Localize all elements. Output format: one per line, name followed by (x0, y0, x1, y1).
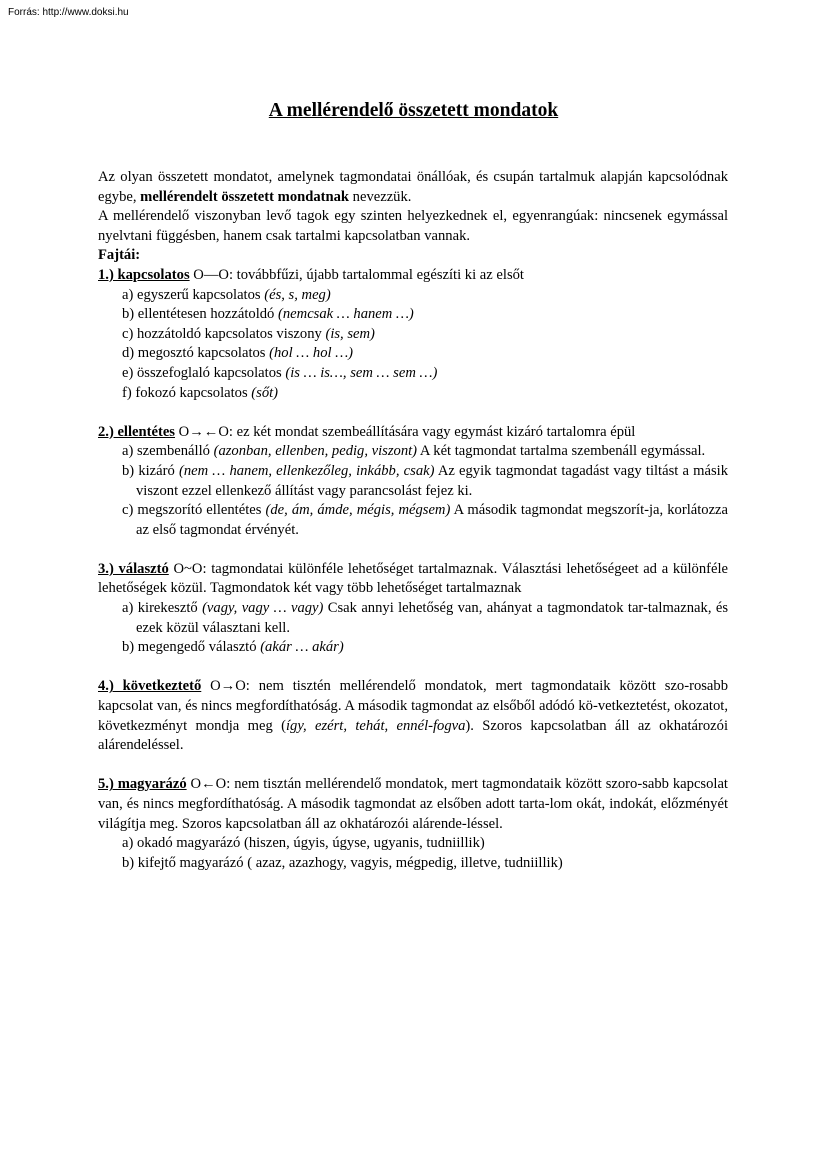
list-item: a) okadó magyarázó (hiszen, úgyis, úgyse, ugyanis, tudniillik) (122, 835, 485, 852)
section-2-heading: 2.) ellentétes O→←O: ez két mondat szembeállítására vagy egymást kizáró tartalomra épül (98, 423, 636, 440)
list-item: d) megosztó kapcsolatos (hol … hol …) (122, 345, 354, 362)
list-item: f) fokozó kapcsolatos (sőt) (122, 384, 279, 401)
page-title: A mellérendelő összetett mondatok (268, 100, 559, 121)
list-item: a) szembenálló (azonban, ellenben, pedig, viszont) A két tagmondat tartalma szembenáll egymással. (122, 443, 706, 460)
section-4-paragraph: 4.) következtető O→O: nem tisztén mellérendelő mondatok, mert tagmondataik között szo-rosabb kapcsolat van, és nincs megfordíthatóság. A második tagmondat az elsőből adódó kö-vetkeztetést, okozatot, következményt mondja meg (így, ezért, tehát, ennél-fogva). Szoros kapcsolatban áll az okhatározói alárendeléssel. (98, 678, 729, 754)
intro-paragraph-1: Az olyan összetett mondatot, amelynek tagmondatai önállóak, és csupán tartalmuk alapján kapcsolódnak egybe, mellérendelt összetett mondatnak nevezzük. (98, 169, 728, 205)
document-body (98, 168, 728, 873)
section-4-title: 4.) következtető (98, 678, 202, 695)
list-item: c) hozzátoldó kapcsolatos viszony (is, sem) (122, 325, 375, 342)
intro-paragraph-2: A mellérendelő viszonyban levő tagok egy szinten helyezkednek el, egyenrangúak: nincsenek egymással nyelvtani függésben, hanem csak tartalmi kapcsolatban vannak. (98, 208, 728, 244)
section-5-paragraph: 5.) magyarázó O←O: nem tisztán mellérendelő mondatok, mert tagmondataik között szoro-sabb kapcsolat van, és nincs megfordíthatóság. A második tagmondat az elsőben adott tarta-lom okát, indokát, előzményét világítja meg. Szoros kapcsolatban áll az okhatározói alárende-léssel. (98, 776, 728, 832)
list-item: e) összefoglaló kapcsolatos (is … is…, sem … sem …) (122, 364, 438, 381)
list-item: b) kizáró (nem … hanem, ellenkezőleg, inkább, csak) Az egyik tagmondat tagadást vagy tiltást a másik viszont ezzel ellenkező állítást vagy parancsolást fejez ki. (122, 462, 728, 499)
defined-term: mellérendelt összetett mondatnak (140, 188, 350, 205)
section-1-title: 1.) kapcsolatos (98, 266, 190, 283)
types-heading: Fajtái: (98, 247, 141, 264)
list-item: b) kifejtő magyarázó ( azaz, azazhogy, vagyis, mégpedig, illetve, tudniillik) (122, 854, 563, 871)
list-item: c) megszorító ellentétes (de, ám, ámde, mégis, mégsem) A második tagmondat megszorít-ja, korlátozza az első tagmondat érvényét. (122, 502, 729, 538)
section-3-title: 3.) választó (98, 560, 169, 577)
section-5-title: 5.) magyarázó (98, 776, 187, 793)
section-3-heading: 3.) választó O~O: tagmondatai különféle lehetőséget tartalmaznak. Választási lehetőségeet ad a különféle lehetőségek közül. Tagmondatok két vagy több lehetőséget tartalmaznak (98, 560, 728, 597)
list-item: b) ellentétesen hozzátoldó (nemcsak … hanem …) (122, 306, 414, 323)
section-2-title: 2.) ellentétes (98, 423, 175, 440)
list-item: b) megengedő választó (akár … akár) (122, 639, 344, 656)
section-1-heading: 1.) kapcsolatos O—O: továbbfűzi, újabb tartalommal egészíti ki az elsőt (98, 266, 524, 283)
source-url: Forrás: http://www.doksi.hu (8, 7, 129, 18)
list-item: a) egyszerű kapcsolatos (és, s, meg) (122, 286, 331, 303)
list-item: a) kirekesztő (vagy, vagy … vagy) Csak annyi lehetőség van, ahányat a tagmondatok tar-talmaznak, és ezek közül választani kell. (122, 600, 728, 636)
